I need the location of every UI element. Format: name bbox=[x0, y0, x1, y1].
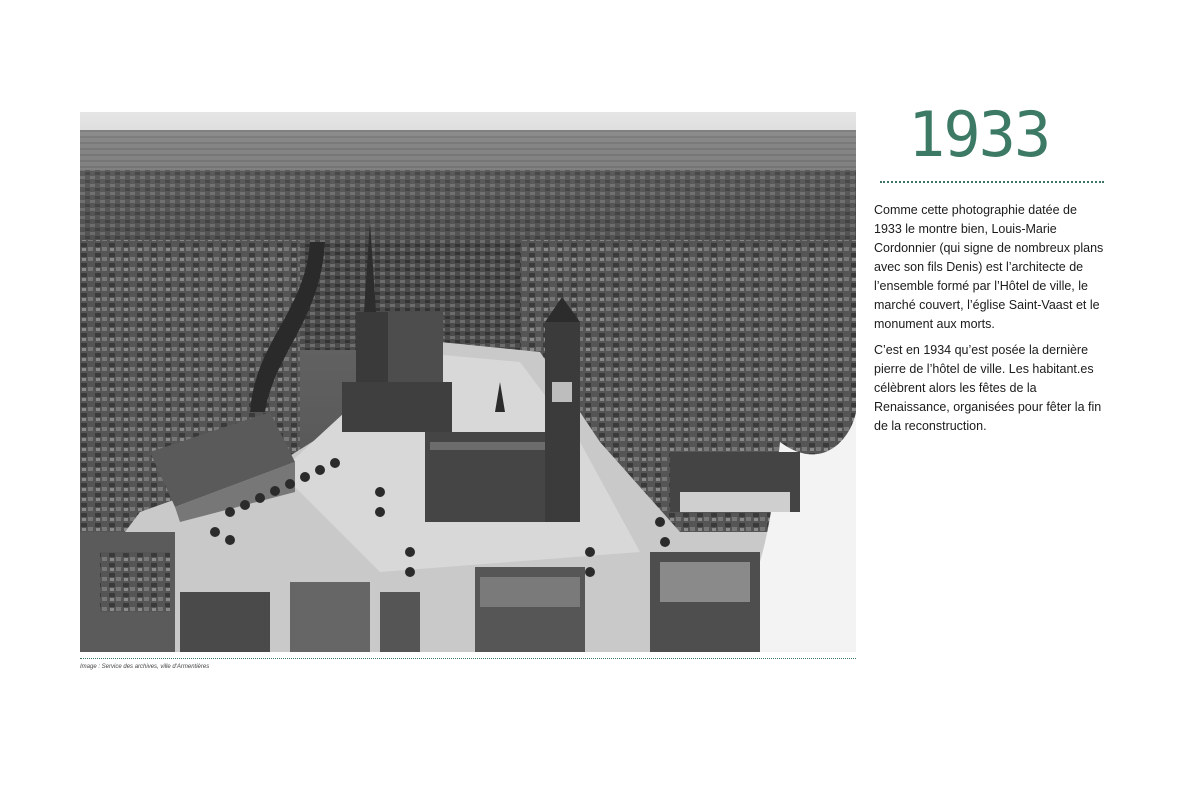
photo-divider bbox=[80, 658, 856, 659]
paragraph-2: C’est en 1934 qu’est posée la dernière pierre de l’hôtel de ville. Les habitant.es célèbrent alors les fêtes de la Renaissance, organisées pour fêter la fin de la reconstruction. bbox=[874, 343, 1102, 433]
paragraph-1: Comme cette photographie datée de 1933 le montre bien, Louis-Marie Cordonnier (qui signe de nombreux plans avec son fils Denis) est l’architecte de l’ensemble formé par l’Hôtel de ville, le marché couvert, l’église Saint-Vaast et le monument aux morts. bbox=[874, 203, 1104, 331]
photo-caption: Image : Service des archives, ville d'Armentières bbox=[80, 664, 210, 670]
aerial-photo-illustration bbox=[80, 112, 856, 652]
body-text bbox=[874, 201, 1104, 443]
year-divider bbox=[880, 181, 1104, 183]
aerial-photo bbox=[80, 112, 856, 652]
year-heading: 1933 bbox=[908, 98, 1050, 171]
